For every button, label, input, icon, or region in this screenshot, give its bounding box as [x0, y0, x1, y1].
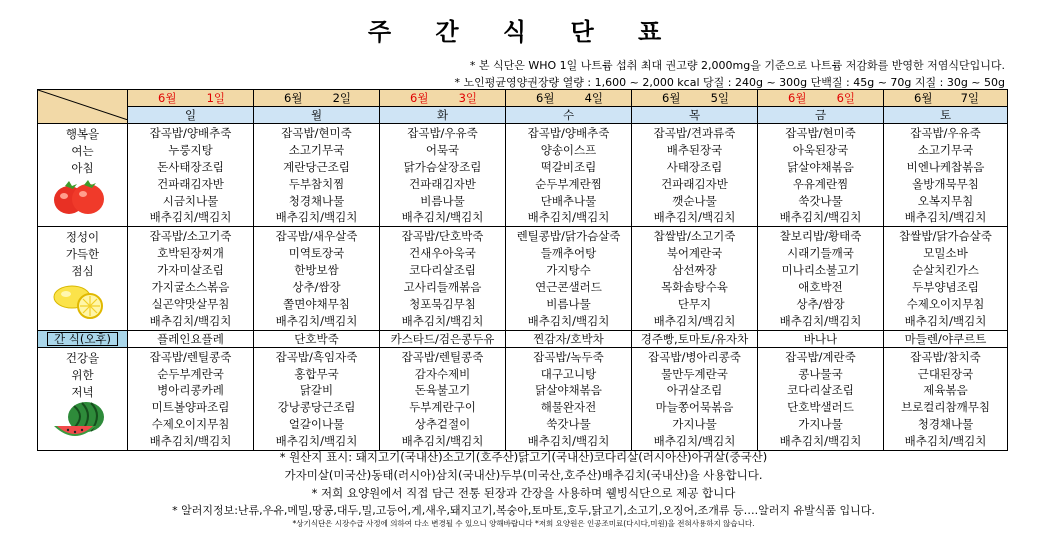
menu-item: 들깨추어탕 — [540, 246, 597, 261]
menu-item: 가지나물 — [672, 417, 717, 432]
nutrition-note: * 노인평균영양권장량 열량 : 1,600 ~ 2,000 kcal 당질 : 240g ~ 300g 단백질 : 45g ~ 70g 지질 : 30g ~ 50g — [454, 76, 1005, 89]
menu-item: 배추김치/백김치 — [527, 210, 610, 225]
lunch-menu-cell — [632, 227, 758, 330]
date-cell — [632, 90, 758, 107]
menu-item: 누룽지탕 — [168, 142, 213, 157]
lunch-menu-cell — [506, 227, 632, 330]
menu-item: 찹쌀밥/소고기죽 — [653, 229, 736, 244]
menu-item: 수제오이지무침 — [906, 296, 985, 311]
origin-note: * 원산지 표시: 돼지고기(국내산)소고기(호주산)닭고기(국내산)코다리살(러시아산)아귀살(중국산) — [279, 450, 768, 464]
dinner-menu-cell — [380, 347, 506, 450]
date-day: 5일 — [710, 91, 729, 105]
date-day: 2일 — [332, 91, 351, 105]
meal-label-line: 가득한 — [65, 247, 100, 262]
menu-item: 해물완자전 — [540, 400, 597, 415]
menu-item: 청경채나물 — [288, 193, 345, 208]
menu-item: 배추김치/백김치 — [401, 434, 484, 449]
snack-label-text: 간 식(오후) — [47, 332, 118, 346]
menu-item: 상추겉절이 — [414, 417, 471, 432]
menu-item: 쑥갓나물 — [798, 193, 843, 208]
menu-item: 근대된장국 — [917, 366, 974, 381]
menu-item: 배추김치/백김치 — [653, 434, 736, 449]
date-row — [38, 90, 1008, 107]
dinner-menu-cell — [128, 347, 254, 450]
date-month: 6월 — [284, 91, 303, 105]
menu-item: 홍합무국 — [294, 366, 339, 381]
sodium-note: * 본 식단은 WHO 1일 나트륨 섭취 최대 권고량 2,000mg을 기준으로 나트륨 저감화를 반영한 저염식단입니다. — [469, 59, 1005, 72]
breakfast-menu-cell — [128, 124, 254, 227]
snack-cell: 카스타드/검은콩두유 — [380, 330, 506, 347]
menu-item: 감자수제비 — [414, 366, 471, 381]
date-cell — [128, 90, 254, 107]
menu-item: 삼선짜장 — [672, 263, 717, 278]
menu-item: 잡곡밥/양배추죽 — [149, 126, 232, 140]
date-day: 7일 — [960, 91, 979, 105]
dinner-menu-cell — [758, 347, 884, 450]
menu-item: 순살치킨가스 — [912, 263, 979, 278]
menu-item: 잡곡밥/렌틸콩죽 — [401, 349, 484, 364]
weekday-cell: 수 — [506, 107, 632, 124]
menu-item: 한방보쌈 — [294, 263, 339, 278]
menu-item: 배추김치/백김치 — [904, 313, 987, 328]
meal-label-line: 행복을 — [65, 127, 100, 141]
menu-item: 미역토장국 — [288, 246, 345, 261]
date-month: 6월 — [536, 91, 555, 105]
watermelon-icon — [50, 400, 110, 447]
weekday-cell: 화 — [380, 107, 506, 124]
menu-item: 두부양념조림 — [912, 280, 979, 295]
menu-item: 닭살야채볶음 — [535, 383, 602, 398]
menu-item: 배추김치/백김치 — [149, 313, 232, 328]
lunch-label — [38, 227, 128, 330]
meal-label-line: 점심 — [71, 264, 94, 279]
menu-item: 상추/쌈장 — [796, 296, 845, 311]
menu-item: 물만두계란국 — [661, 366, 728, 381]
menu-item: 올방개묵무침 — [912, 176, 979, 191]
menu-item: 잡곡밥/현미죽 — [281, 126, 352, 140]
menu-item: 사태장조림 — [666, 159, 723, 174]
lunch-menu-cell — [254, 227, 380, 330]
menu-item: 실곤약맛살무침 — [151, 296, 230, 311]
menu-item: 두부계란구이 — [409, 400, 476, 415]
menu-item: 잡곡밥/흑임자죽 — [275, 349, 358, 364]
menu-item: 닭가슴살장조림 — [403, 159, 482, 174]
dinner-menu-cell — [254, 347, 380, 450]
menu-item: 건새우아욱국 — [409, 246, 476, 261]
lunch-menu-cell — [758, 227, 884, 330]
menu-item: 브로컬리참깨무침 — [901, 400, 990, 415]
snack-cell: 찐감자/호박차 — [506, 330, 632, 347]
menu-item: 배추된장국 — [666, 142, 723, 157]
menu-item: 코다리살조림 — [409, 263, 476, 278]
menu-item: 배추김치/백김치 — [779, 210, 862, 225]
date-day: 4일 — [584, 91, 603, 105]
menu-item: 깻순나물 — [672, 193, 717, 208]
menu-item: 청포묵김무침 — [409, 296, 476, 311]
menu-item: 돈사태장조림 — [157, 159, 224, 174]
menu-item: 어묵국 — [425, 142, 460, 157]
menu-item: 순두부계란찜 — [535, 176, 602, 191]
meal-label-line: 아침 — [71, 161, 94, 175]
menu-item: 비엔나케찹볶음 — [906, 159, 985, 174]
menu-item: 잡곡밥/녹두죽 — [533, 349, 604, 364]
lemon-icon — [50, 279, 108, 322]
corner-cell — [38, 90, 128, 124]
date-day: 6일 — [836, 91, 855, 105]
weekday-cell: 월 — [254, 107, 380, 124]
breakfast-menu-cell — [254, 124, 380, 227]
breakfast-label — [38, 124, 128, 227]
menu-item: 단호박샐러드 — [787, 400, 854, 415]
breakfast-menu-cell — [758, 124, 884, 227]
menu-item: 북어계란국 — [666, 246, 723, 261]
menu-item: 모밀소바 — [923, 246, 968, 261]
lunch-menu-cell — [128, 227, 254, 330]
snack-row — [38, 330, 1008, 347]
soy-sauce-note: * 저희 요양원에서 직접 담근 전통 된장과 간장을 사용하며 웰빙식단으로 제공 합니다 — [311, 486, 736, 500]
date-day: 3일 — [458, 91, 477, 105]
menu-item: 떡갈비조림 — [540, 159, 597, 174]
menu-item: 배추김치/백김치 — [653, 313, 736, 328]
date-month: 6월 — [662, 91, 681, 105]
corner-diagonal — [38, 90, 128, 120]
menu-item: 잡곡밥/우유죽 — [407, 126, 478, 140]
menu-item: 닭갈비 — [299, 383, 334, 398]
menu-item: 잡곡밥/새우살죽 — [275, 229, 358, 244]
menu-item: 찰보리밥/황태죽 — [779, 229, 862, 244]
lunch-row — [38, 227, 1008, 330]
meal-label-line: 건강을 — [65, 350, 100, 365]
menu-item: 제육볶음 — [923, 383, 968, 398]
menu-item: 찹쌀밥/닭가슴살죽 — [899, 229, 992, 244]
snack-cell: 바나나 — [758, 330, 884, 347]
snack-cell: 경주빵,토마토/유자차 — [632, 330, 758, 347]
menu-item: 병아리콩카레 — [157, 383, 224, 398]
menu-item: 건파래김자반 — [661, 176, 728, 191]
menu-item: 배추김치/백김치 — [275, 210, 358, 225]
date-month: 6월 — [788, 91, 807, 105]
breakfast-menu-cell — [506, 124, 632, 227]
menu-item: 시래기들깨국 — [787, 246, 854, 261]
breakfast-menu-cell — [632, 124, 758, 227]
menu-item: 배추김치/백김치 — [904, 434, 987, 449]
menu-item: 단배추나물 — [540, 193, 597, 208]
menu-item: 애호박전 — [798, 280, 843, 295]
menu-item: 닭살야채볶음 — [787, 159, 854, 174]
menu-item: 시금치나물 — [162, 193, 219, 208]
menu-item: 잡곡밥/참치죽 — [910, 349, 981, 364]
menu-item: 비름나물 — [546, 296, 591, 311]
menu-item: 비름나물 — [420, 193, 465, 208]
weekday-cell: 금 — [758, 107, 884, 124]
menu-item: 가지탕수 — [546, 263, 591, 278]
breakfast-menu-cell — [884, 124, 1008, 227]
weekly-menu-table — [37, 89, 1008, 451]
dinner-menu-cell — [506, 347, 632, 450]
menu-item: 렌틸콩밥/닭가슴살죽 — [516, 229, 621, 244]
menu-item: 잡곡밥/병아리콩죽 — [648, 349, 741, 364]
change-notice: *상기식단은 시장수급 사정에 의하여 다소 변경될 수 있으니 양해바랍니다 *저희 요양원은 인공조미료(다시다,미원)을 전혀사용하지 않습니다. — [292, 519, 755, 528]
menu-item: 호박된장찌개 — [157, 246, 224, 261]
menu-item: 배추김치/백김치 — [904, 210, 987, 225]
snack-label — [38, 330, 128, 347]
menu-item: 콩나물국 — [798, 366, 843, 381]
snack-cell: 마들렌/야쿠르트 — [884, 330, 1008, 347]
date-cell — [884, 90, 1008, 107]
date-cell — [758, 90, 884, 107]
menu-item: 소고기무국 — [917, 142, 974, 157]
menu-item: 연근콘샐러드 — [535, 280, 602, 295]
menu-item: 아욱된장국 — [792, 142, 849, 157]
meal-label-line: 위한 — [71, 367, 94, 382]
menu-item: 배추김치/백김치 — [527, 434, 610, 449]
menu-item: 배추김치/백김치 — [401, 313, 484, 328]
menu-item: 배추김치/백김치 — [149, 434, 232, 449]
meal-label-line: 정성이 — [65, 230, 100, 245]
meal-label-line: 여는 — [71, 144, 94, 158]
dinner-label — [38, 347, 128, 450]
menu-item: 두부참치찜 — [288, 176, 345, 191]
date-cell — [380, 90, 506, 107]
menu-item: 잡곡밥/우유죽 — [910, 126, 981, 140]
origin-note-continued: 가자미살(미국산)동태(러시아)삼치(국내산)두부(미국산,호주산)배추김치(국내산)을 사용합니다. — [284, 468, 763, 482]
snack-cell: 플레인요플레 — [128, 330, 254, 347]
menu-item: 돈육불고기 — [414, 383, 471, 398]
menu-item: 건파래김자반 — [157, 176, 224, 191]
date-month: 6월 — [158, 91, 177, 105]
menu-item: 배추김치/백김치 — [527, 313, 610, 328]
menu-item: 쫄면야채무침 — [283, 296, 350, 311]
meal-label-line: 저녁 — [71, 384, 94, 399]
menu-item: 얼갈이나물 — [288, 417, 345, 432]
lunch-menu-cell — [884, 227, 1008, 330]
menu-item: 강낭콩당근조림 — [277, 400, 356, 415]
menu-item: 건파래김자반 — [409, 176, 476, 191]
menu-item: 순두부계란국 — [157, 366, 224, 381]
menu-item: 잡곡밥/소고기죽 — [149, 229, 232, 244]
snack-cell: 단호박죽 — [254, 330, 380, 347]
menu-item: 잡곡밥/렌틸콩죽 — [149, 349, 232, 364]
menu-item: 아귀살조림 — [666, 383, 723, 398]
date-cell — [254, 90, 380, 107]
date-day: 1일 — [206, 91, 225, 105]
menu-item: 잡곡밥/양배추죽 — [527, 126, 610, 140]
menu-item: 배추김치/백김치 — [149, 210, 232, 225]
page-title: 주 간 식 단 표 — [367, 18, 680, 46]
menu-item: 수제오이지무침 — [151, 417, 230, 432]
menu-item: 잡곡밥/견과류죽 — [653, 126, 736, 140]
dinner-row — [38, 347, 1008, 450]
menu-item: 잡곡밥/단호박죽 — [401, 229, 484, 244]
menu-item: 배추김치/백김치 — [401, 210, 484, 225]
menu-item: 배추김치/백김치 — [779, 313, 862, 328]
menu-item: 가지나물 — [798, 417, 843, 432]
date-month: 6월 — [410, 91, 429, 105]
menu-item: 소고기무국 — [288, 142, 345, 157]
menu-item: 마늘쫑어묵볶음 — [655, 400, 734, 415]
menu-item: 우유계란찜 — [792, 176, 849, 191]
menu-item: 배추김치/백김치 — [275, 434, 358, 449]
menu-item: 목화솜탕수육 — [661, 280, 728, 295]
menu-item: 상추/쌈장 — [292, 280, 341, 295]
menu-item: 오복지무침 — [917, 193, 974, 208]
menu-item: 잡곡밥/계란죽 — [785, 349, 856, 364]
allergy-note: * 알러지정보:난류,우유,메밀,땅콩,대두,밀,고등어,게,새우,돼지고기,복숭아,토마토,호두,닭고기,소고기,오징어,조개류 등….알러지 유발식품 입니다. — [172, 504, 875, 517]
menu-item: 잡곡밥/현미죽 — [785, 126, 856, 140]
menu-item: 배추김치/백김치 — [779, 434, 862, 449]
breakfast-row — [38, 124, 1008, 227]
menu-item: 배추김치/백김치 — [275, 313, 358, 328]
menu-item: 계란당근조림 — [283, 159, 350, 174]
lunch-menu-cell — [380, 227, 506, 330]
weekday-row — [38, 107, 1008, 124]
date-cell — [506, 90, 632, 107]
date-month: 6월 — [914, 91, 933, 105]
menu-item: 양송이스프 — [540, 142, 597, 157]
menu-item: 대구고니탕 — [540, 366, 597, 381]
menu-item: 가자미살조림 — [157, 263, 224, 278]
dinner-menu-cell — [884, 347, 1008, 450]
menu-item: 배추김치/백김치 — [653, 210, 736, 225]
menu-item: 코다리살조림 — [787, 383, 854, 398]
dinner-menu-cell — [632, 347, 758, 450]
weekday-cell: 일 — [128, 107, 254, 124]
menu-item: 단무지 — [677, 296, 712, 311]
weekday-cell: 토 — [884, 107, 1008, 124]
menu-item: 쑥갓나물 — [546, 417, 591, 432]
weekday-cell: 목 — [632, 107, 758, 124]
tomato-icon — [50, 178, 108, 219]
menu-item: 미트볼양파조림 — [151, 400, 230, 415]
breakfast-menu-cell — [380, 124, 506, 227]
menu-item: 고사리들깨볶음 — [403, 280, 482, 295]
menu-item: 미나리소불고기 — [781, 263, 860, 278]
menu-item: 가지굴소스볶음 — [151, 280, 230, 295]
menu-item: 청경채나물 — [917, 417, 974, 432]
